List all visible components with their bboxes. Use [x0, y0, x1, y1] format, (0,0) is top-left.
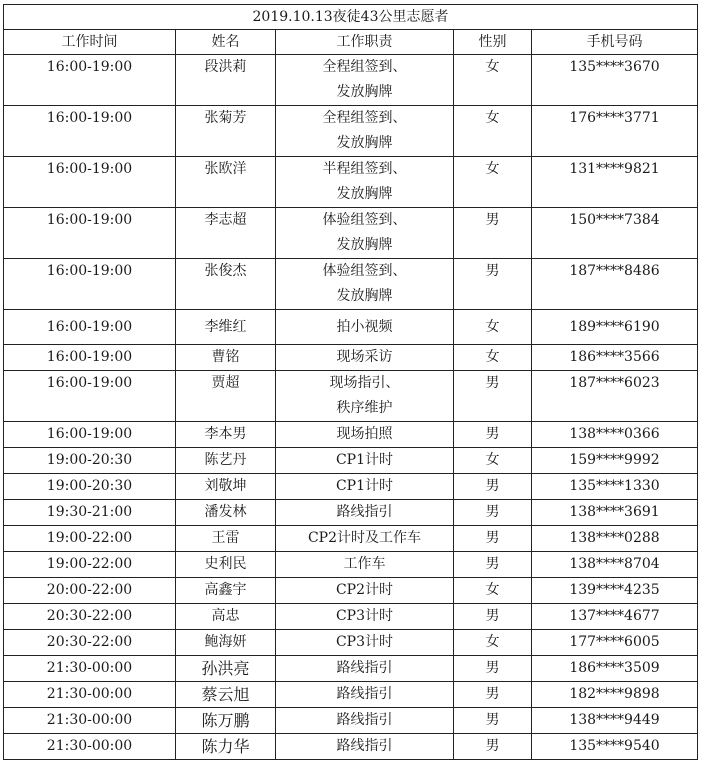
cell-duty: [276, 448, 454, 474]
cell-work-time: 16:00-19:00: [4, 157, 176, 208]
cell-name: 潘发林: [176, 500, 276, 526]
cell-gender: 女: [454, 630, 532, 656]
duty-line: 发放胸牌: [336, 84, 393, 100]
cell-gender: 女: [454, 157, 532, 208]
cell-name: 段洪莉: [176, 55, 276, 106]
cell-duty: [276, 682, 454, 708]
cell-phone: 138****0288: [532, 526, 698, 552]
header-name: 姓名: [176, 30, 276, 55]
duty-line: 秩序维护: [336, 400, 393, 416]
cell-phone: 182****9898: [532, 682, 698, 708]
duty-line: 路线指引: [336, 686, 393, 702]
cell-duty: [276, 500, 454, 526]
header-duty: 工作职责: [276, 30, 454, 55]
cell-duty: [276, 526, 454, 552]
duty-line: 半程组签到、: [322, 161, 407, 177]
duty-line: 发放胸牌: [336, 135, 393, 151]
cell-phone: 186****3566: [532, 345, 698, 371]
cell-phone: 177****6005: [532, 630, 698, 656]
table-row: [4, 259, 698, 310]
duty-line: CP3计时: [335, 634, 394, 650]
cell-gender: 男: [454, 422, 532, 448]
duty-line: 发放胸牌: [336, 288, 393, 304]
cell-phone: 186****3509: [532, 656, 698, 682]
table-row: [4, 630, 698, 656]
cell-duty: [276, 734, 454, 760]
cell-phone: 135****9540: [532, 734, 698, 760]
cell-phone: 187****8486: [532, 259, 698, 310]
table-row: [4, 500, 698, 526]
cell-work-time: 16:00-19:00: [4, 259, 176, 310]
cell-gender: 男: [454, 500, 532, 526]
cell-work-time: 21:30-00:00: [4, 708, 176, 734]
cell-name: 李本男: [176, 422, 276, 448]
header-row: [4, 30, 698, 55]
cell-work-time: 20:30-22:00: [4, 630, 176, 656]
cell-gender: 男: [454, 708, 532, 734]
title-row: [4, 5, 698, 30]
duty-line: CP3计时: [335, 608, 394, 624]
cell-gender: 女: [454, 448, 532, 474]
cell-phone: 138****9449: [532, 708, 698, 734]
cell-gender: 男: [454, 371, 532, 422]
duty-line: CP2计时: [335, 582, 394, 598]
cell-phone: 137****4677: [532, 604, 698, 630]
cell-phone: 139****4235: [532, 578, 698, 604]
table-row: [4, 656, 698, 682]
table-body: [4, 55, 698, 760]
cell-gender: 女: [454, 106, 532, 157]
duty-line: 体验组签到、: [322, 212, 407, 228]
cell-phone: 138****0366: [532, 422, 698, 448]
cell-work-time: 21:30-00:00: [4, 656, 176, 682]
cell-duty: [276, 474, 454, 500]
cell-phone: 138****3691: [532, 500, 698, 526]
cell-name: 刘敬坤: [176, 474, 276, 500]
cell-gender: 男: [454, 208, 532, 259]
cell-name: 高鑫宇: [176, 578, 276, 604]
cell-phone: 131****9821: [532, 157, 698, 208]
cell-name: 鲍海妍: [176, 630, 276, 656]
cell-name: 陈力华: [176, 734, 276, 760]
cell-duty: [276, 578, 454, 604]
header-gender: 性别: [454, 30, 532, 55]
cell-work-time: 19:00-20:30: [4, 474, 176, 500]
table-row: [4, 345, 698, 371]
table-row: [4, 578, 698, 604]
cell-work-time: 21:30-00:00: [4, 682, 176, 708]
cell-name: 王雷: [176, 526, 276, 552]
cell-duty: [276, 157, 454, 208]
cell-work-time: 19:00-22:00: [4, 552, 176, 578]
table-row: [4, 422, 698, 448]
header-work-time: 工作时间: [4, 30, 176, 55]
cell-name: 陈艺丹: [176, 448, 276, 474]
cell-gender: 男: [454, 526, 532, 552]
cell-duty: [276, 630, 454, 656]
table-row: [4, 55, 698, 106]
volunteer-table: [3, 4, 698, 760]
cell-work-time: 16:00-19:00: [4, 55, 176, 106]
cell-name: 史利民: [176, 552, 276, 578]
cell-name: 孙洪亮: [176, 656, 276, 682]
cell-duty: [276, 708, 454, 734]
cell-duty: [276, 208, 454, 259]
cell-gender: 男: [454, 734, 532, 760]
cell-duty: [276, 604, 454, 630]
cell-work-time: 16:00-19:00: [4, 208, 176, 259]
cell-work-time: 16:00-19:00: [4, 310, 176, 345]
cell-work-time: 16:00-19:00: [4, 345, 176, 371]
duty-line: 全程组签到、: [322, 59, 407, 75]
cell-name: 蔡云旭: [176, 682, 276, 708]
cell-duty: [276, 310, 454, 345]
cell-gender: 女: [454, 578, 532, 604]
duty-line: 现场指引、: [329, 375, 400, 391]
duty-line: 现场采访: [336, 349, 393, 365]
table-row: [4, 526, 698, 552]
volunteer-sheet: [3, 4, 697, 760]
cell-phone: 189****6190: [532, 310, 698, 345]
cell-phone: 135****1330: [532, 474, 698, 500]
cell-name: 陈万鹏: [176, 708, 276, 734]
cell-name: 李志超: [176, 208, 276, 259]
cell-phone: 138****8704: [532, 552, 698, 578]
table-row: [4, 106, 698, 157]
cell-phone: 159****9992: [532, 448, 698, 474]
duty-line: CP1计时: [335, 478, 394, 494]
cell-name: 张俊杰: [176, 259, 276, 310]
cell-work-time: 19:00-20:30: [4, 448, 176, 474]
table-row: [4, 682, 698, 708]
duty-line: 路线指引: [336, 660, 393, 676]
cell-duty: [276, 55, 454, 106]
header-phone: 手机号码: [532, 30, 698, 55]
duty-line: 发放胸牌: [336, 186, 393, 202]
duty-line: 发放胸牌: [336, 237, 393, 253]
duty-line: CP1计时: [335, 452, 394, 468]
table-row: [4, 474, 698, 500]
cell-phone: 135****3670: [532, 55, 698, 106]
cell-duty: [276, 422, 454, 448]
table-row: [4, 734, 698, 760]
cell-name: 高忠: [176, 604, 276, 630]
duty-line: 路线指引: [336, 712, 393, 728]
table-row: [4, 708, 698, 734]
table-title: 2019.10.13夜徒43公里志愿者: [4, 5, 698, 30]
duty-line: 全程组签到、: [322, 110, 407, 126]
duty-line: 工作车: [343, 556, 386, 572]
cell-gender: 男: [454, 474, 532, 500]
cell-name: 李维红: [176, 310, 276, 345]
cell-duty: [276, 371, 454, 422]
cell-work-time: 20:00-22:00: [4, 578, 176, 604]
duty-line: CP2计时及工作车: [307, 530, 422, 546]
cell-gender: 女: [454, 345, 532, 371]
cell-gender: 男: [454, 682, 532, 708]
cell-work-time: 16:00-19:00: [4, 371, 176, 422]
cell-gender: 女: [454, 310, 532, 345]
table-row: [4, 604, 698, 630]
cell-gender: 男: [454, 604, 532, 630]
cell-gender: 男: [454, 552, 532, 578]
cell-duty: [276, 656, 454, 682]
cell-name: 张菊芳: [176, 106, 276, 157]
table-row: [4, 157, 698, 208]
table-row: [4, 208, 698, 259]
cell-phone: 176****3771: [532, 106, 698, 157]
cell-duty: [276, 259, 454, 310]
table-row: [4, 552, 698, 578]
cell-duty: [276, 106, 454, 157]
cell-work-time: 19:00-22:00: [4, 526, 176, 552]
duty-line: 现场拍照: [336, 426, 393, 442]
cell-work-time: 19:30-21:00: [4, 500, 176, 526]
table-row: [4, 310, 698, 345]
cell-phone: 187****6023: [532, 371, 698, 422]
duty-line: 拍小视频: [336, 318, 393, 335]
duty-line: 路线指引: [336, 504, 393, 520]
table-row: [4, 448, 698, 474]
cell-gender: 男: [454, 259, 532, 310]
cell-work-time: 21:30-00:00: [4, 734, 176, 760]
cell-work-time: 16:00-19:00: [4, 106, 176, 157]
cell-work-time: 20:30-22:00: [4, 604, 176, 630]
cell-gender: 女: [454, 55, 532, 106]
cell-gender: 男: [454, 656, 532, 682]
cell-name: 贾超: [176, 371, 276, 422]
cell-name: 张欧洋: [176, 157, 276, 208]
cell-duty: [276, 552, 454, 578]
duty-line: 体验组签到、: [322, 263, 407, 279]
cell-work-time: 16:00-19:00: [4, 422, 176, 448]
cell-duty: [276, 345, 454, 371]
table-row: [4, 371, 698, 422]
cell-name: 曹铭: [176, 345, 276, 371]
cell-phone: 150****7384: [532, 208, 698, 259]
duty-line: 路线指引: [336, 738, 393, 754]
